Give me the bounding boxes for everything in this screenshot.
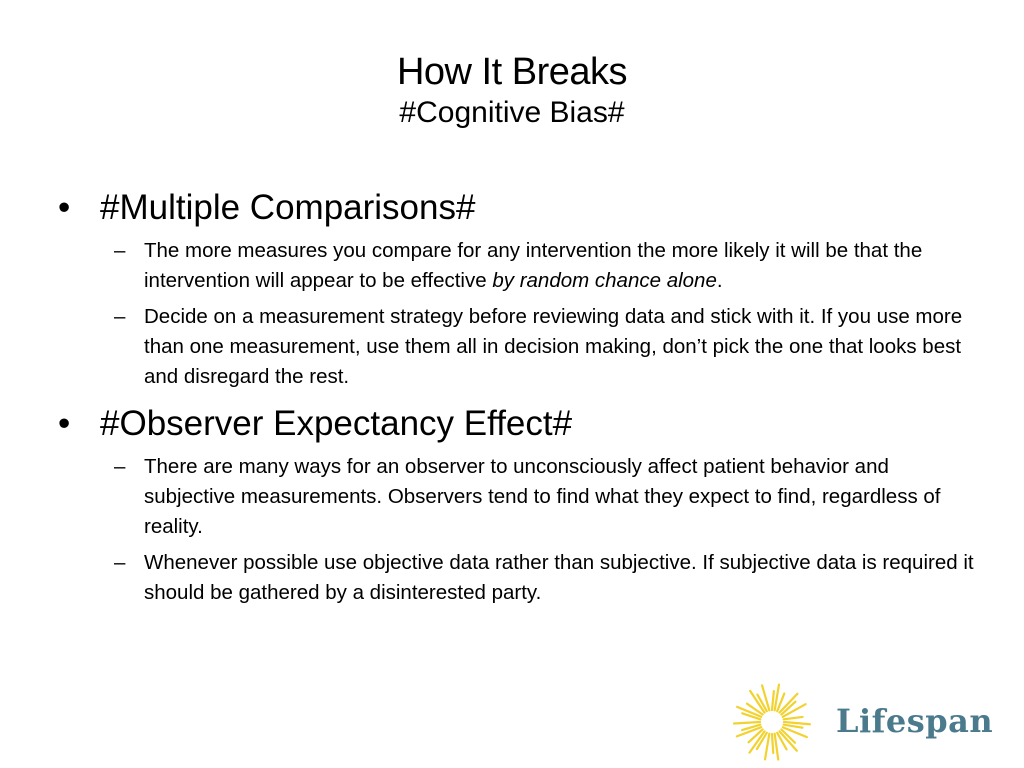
slide-subtitle: #Cognitive Bias# (399, 96, 625, 129)
sub-item (58, 302, 978, 392)
bullet-multiple-comparisons (58, 186, 978, 230)
lifespan-logo (732, 682, 994, 762)
sub-list-multiple-comparisons (58, 236, 978, 392)
slide-title: How It Breaks (396, 51, 628, 93)
dash-mark: – (114, 305, 126, 328)
bullet-heading: #Observer Expectancy Effect# (100, 404, 573, 443)
sun-ray (772, 734, 773, 753)
sub-item-text: Whenever possible use objective data rather than subjective. If subjective data is required it should be gathered by a disinterested party. (144, 551, 974, 604)
bullet-mark: • (58, 188, 71, 227)
sub-item-text: Decide on a measurement strategy before reviewing data and stick with it. If you use more than one measurement, use them all in decision making, don’t pick the one that looks best and disregard the rest. (144, 305, 963, 388)
slide-content (58, 186, 978, 618)
sun-ray (784, 722, 810, 724)
sub-item (58, 452, 978, 542)
dash-mark: – (114, 551, 126, 574)
sun-ray (765, 734, 769, 760)
sub-item-text-end: . (716, 269, 723, 292)
sub-item-emphasis: by random chance alone (492, 269, 717, 292)
sub-list-observer-expectancy (58, 452, 978, 608)
sub-item-text: There are many ways for an observer to unconsciously affect patient behavior and subjective measurements. Observers tend to find what they expect to find, regardless of reality. (144, 455, 941, 538)
sun-ray (784, 717, 803, 719)
sun-ray (734, 722, 760, 724)
sun-burst-icon (732, 682, 812, 762)
sun-ray (772, 691, 774, 710)
bullet-mark: • (58, 404, 71, 443)
sun-ray (784, 725, 803, 728)
dash-mark: – (114, 239, 126, 262)
lifespan-logo-text: Lifespan (836, 702, 994, 740)
bullet-observer-expectancy (58, 402, 978, 446)
sub-item (58, 236, 978, 296)
title-block (0, 50, 1024, 132)
sub-item-text: The more measures you compare for any intervention the more likely it will be that the intervention will appear to be effective (144, 239, 923, 292)
sun-ray (775, 734, 779, 760)
dash-mark: – (114, 455, 126, 478)
bullet-heading: #Multiple Comparisons# (100, 188, 476, 227)
sub-item (58, 548, 978, 608)
